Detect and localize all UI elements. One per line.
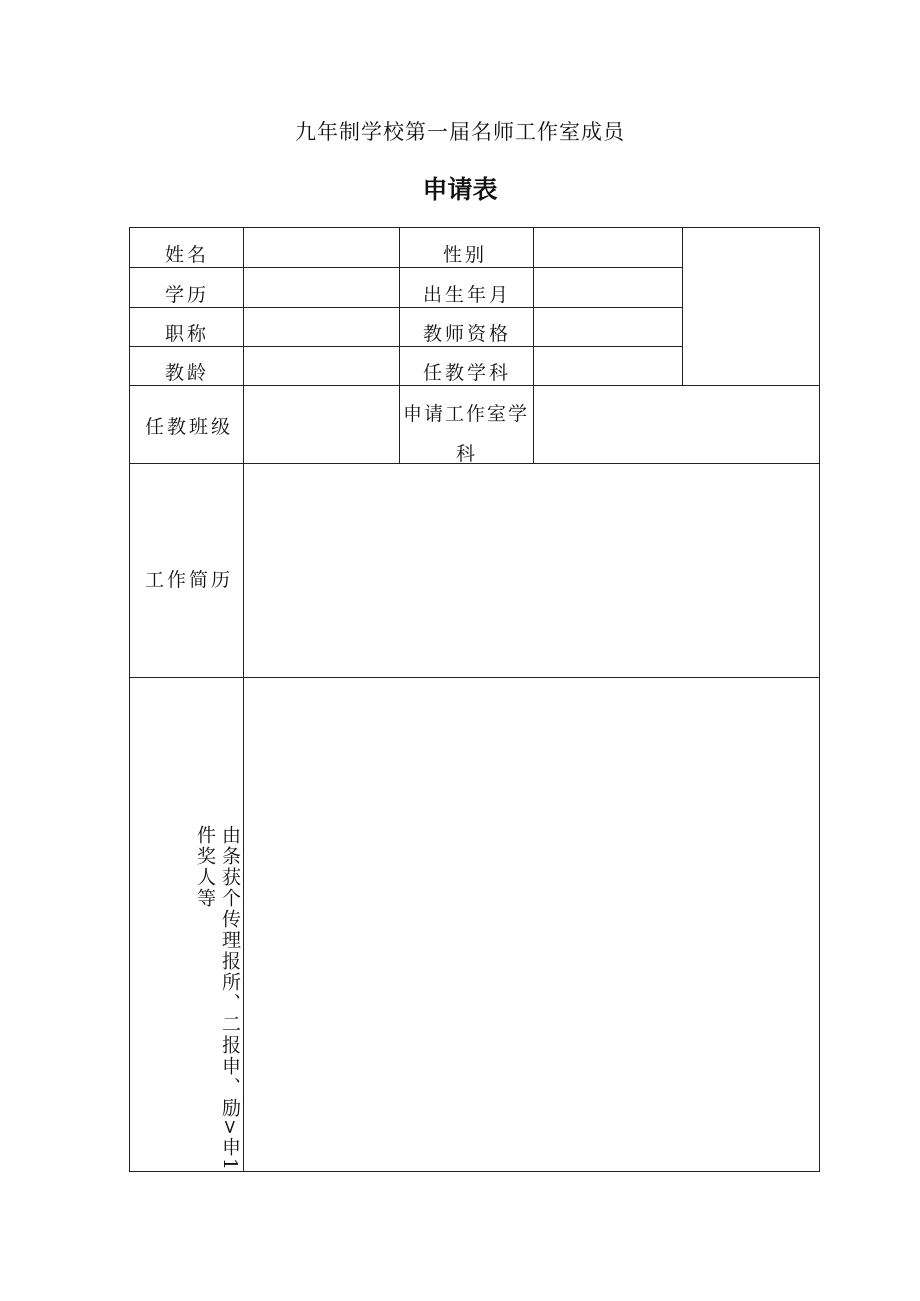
awards-label-column-1: 由条获个传理报所、二报申、励>申1 <box>219 825 241 1173</box>
teaching-subject-label: 任教学科 <box>423 362 512 384</box>
work-history-label: 工作简历 <box>145 569 234 591</box>
grid-line <box>399 227 400 464</box>
birth-date-label: 出生年月 <box>423 284 512 306</box>
studio-subject-label-cont: 科 <box>456 443 479 465</box>
title-rank-label: 职称 <box>165 323 210 345</box>
name-label: 姓名 <box>165 244 210 266</box>
teaching-years-label: 教龄 <box>165 362 210 384</box>
qualification-label: 教师资格 <box>423 323 512 345</box>
studio-subject-label: 申请工作室学 <box>403 403 530 425</box>
teaching-class-label: 任教班级 <box>145 416 234 438</box>
awards-label-column-2: 件奖人等 <box>194 825 216 909</box>
grid-line <box>129 677 820 678</box>
grid-line <box>129 385 820 386</box>
table-border-left <box>129 227 130 1172</box>
gender-label: 性别 <box>443 244 488 266</box>
document-subtitle: 九年制学校第一届名师工作室成员 <box>295 120 625 144</box>
grid-line <box>129 307 683 308</box>
education-label: 学历 <box>165 284 210 306</box>
photo-box[interactable] <box>683 228 819 385</box>
grid-line <box>243 227 244 1172</box>
grid-line <box>129 346 683 347</box>
grid-line <box>533 227 534 464</box>
document-title: 申请表 <box>422 175 498 204</box>
application-form-table <box>129 227 820 1172</box>
grid-line <box>129 267 683 268</box>
table-border-right <box>819 227 820 1172</box>
